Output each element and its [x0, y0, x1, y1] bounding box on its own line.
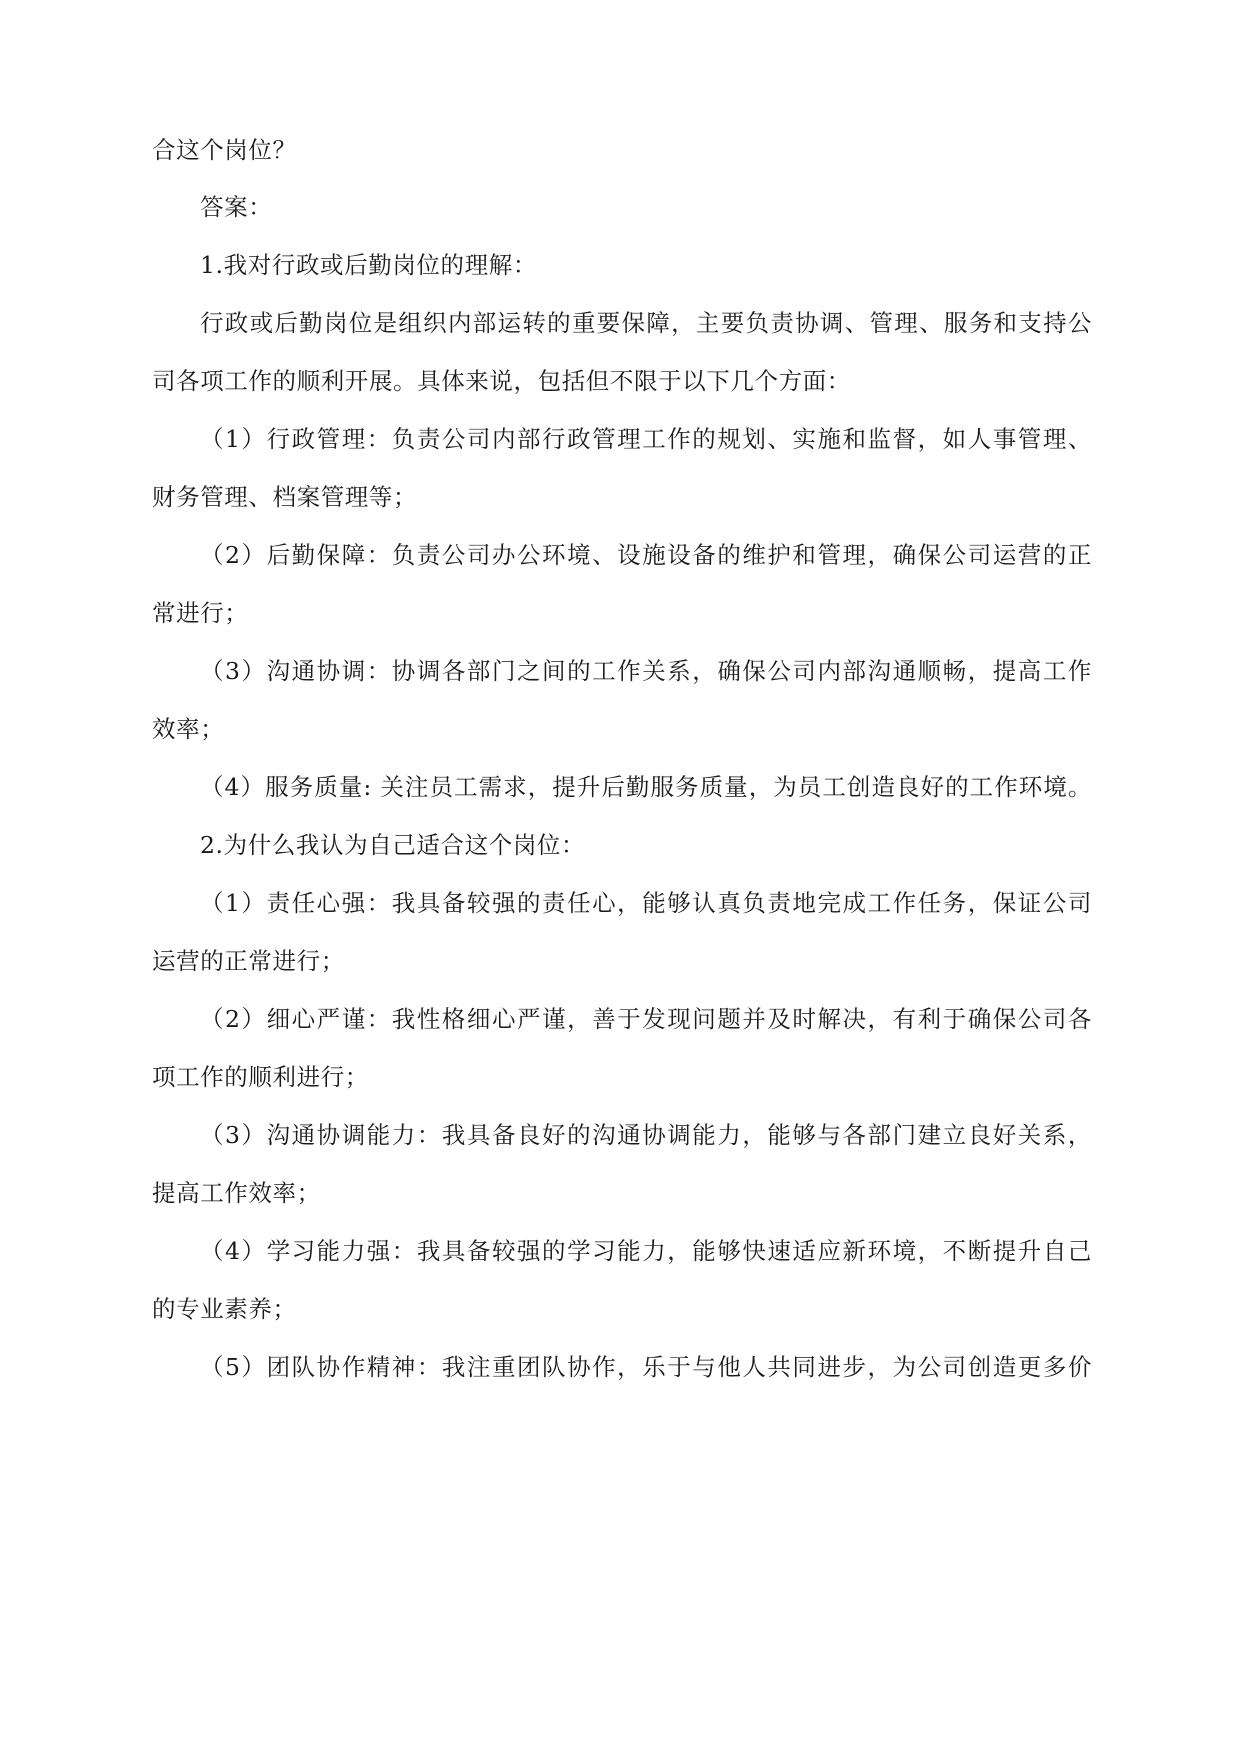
- list-item-line: 项工作的顺利进行；: [152, 1063, 369, 1091]
- list-item-line: （3）沟通协调：协调各部门之间的工作关系，确保公司内部沟通顺畅，提高工作: [200, 657, 1092, 685]
- list-item-line: 提高工作效率；: [152, 1179, 321, 1207]
- section-heading-2: 2.为什么我认为自己适合这个岗位：: [200, 831, 586, 859]
- section-heading-1: 1.我对行政或后勤岗位的理解：: [200, 251, 537, 279]
- list-item-line: （5）团队协作精神：我注重团队协作，乐于与他人共同进步，为公司创造更多价: [200, 1353, 1092, 1381]
- list-item-line: 效率；: [152, 715, 225, 743]
- text-line-continuation: 合这个岗位？: [152, 136, 297, 164]
- list-item-line: 财务管理、档案管理等；: [152, 483, 418, 511]
- list-item-line: （3）沟通协调能力：我具备良好的沟通协调能力，能够与各部门建立良好关系，: [200, 1121, 1092, 1149]
- list-item-line: （2）细心严谨：我性格细心严谨，善于发现问题并及时解决，有利于确保公司各: [200, 1005, 1092, 1033]
- list-item-line: （2）后勤保障：负责公司办公环境、设施设备的维护和管理，确保公司运营的正: [200, 541, 1092, 569]
- paragraph-line: 司各项工作的顺利开展。具体来说，包括但不限于以下几个方面：: [152, 367, 851, 395]
- list-item-line: 的专业素养；: [152, 1295, 297, 1323]
- list-item-line: （1）行政管理：负责公司内部行政管理工作的规划、实施和监督，如人事管理、: [200, 425, 1092, 453]
- paragraph-line: 行政或后勤岗位是组织内部运转的重要保障，主要负责协调、管理、服务和支持公: [200, 309, 1092, 337]
- answer-heading: 答案：: [200, 193, 273, 221]
- list-item-line: （4）服务质量: 关注员工需求，提升后勤服务质量，为员工创造良好的工作环境。: [200, 773, 1092, 801]
- list-item-line: （4）学习能力强：我具备较强的学习能力，能够快速适应新环境，不断提升自己: [200, 1237, 1092, 1265]
- list-item-line: 运营的正常进行；: [152, 947, 345, 975]
- list-item-line: 常进行；: [152, 599, 249, 627]
- list-item-line: （1）责任心强：我具备较强的责任心，能够认真负责地完成工作任务，保证公司: [200, 889, 1092, 917]
